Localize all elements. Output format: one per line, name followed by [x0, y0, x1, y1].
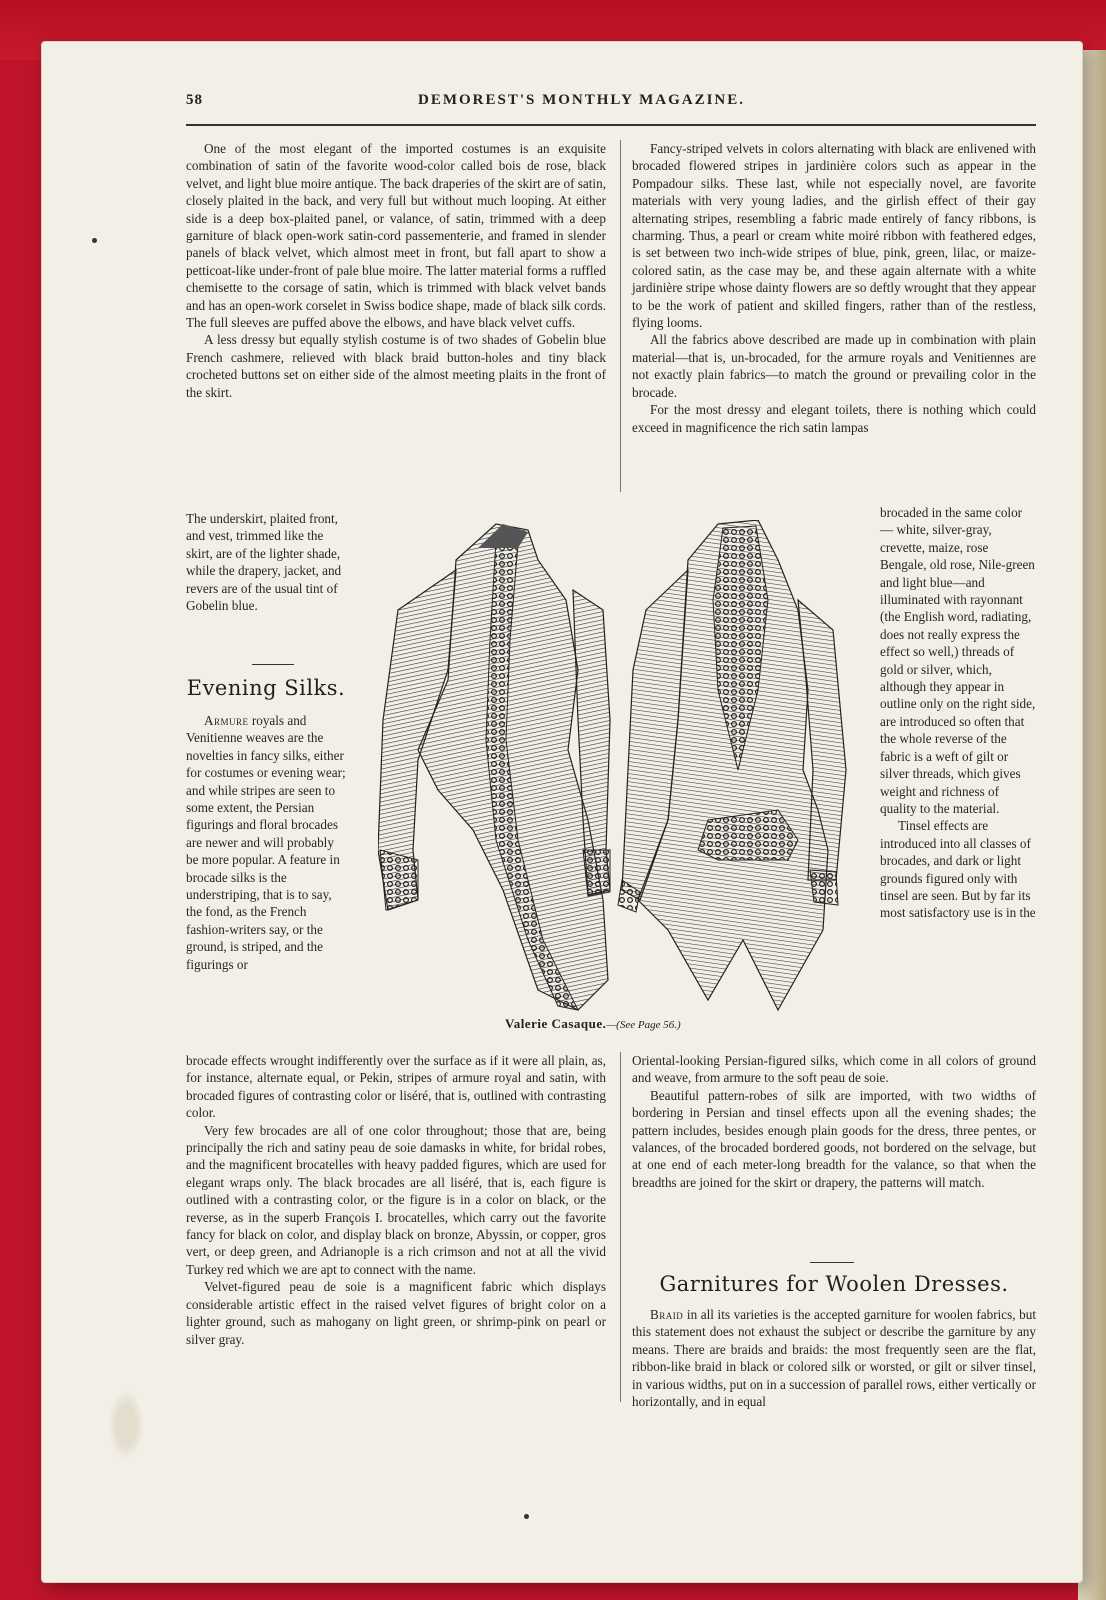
paragraph: Velvet-figured peau de soie is a magnificent fabric which displays considerable artistic effect in the raised velvet figures of bright color on a lighter ground, such as mahogany on light green, or shrimp-pink on pearl or silver gray. — [186, 1279, 606, 1347]
paragraph: All the fabrics above described are made up in combination with plain material—that is, un-brocaded, for the armure royals and Venitiennes are not exactly plain fabrics—to match the ground or prevailing color in the brocade. — [632, 332, 1036, 400]
paragraph: Tinsel effects are introduced into all classes of brocades, and dark or light grounds figured only with tinsel are seen. But by far its most satisfactory use is in the — [880, 818, 1036, 921]
jacket-back — [618, 520, 846, 1010]
caption-title: Valerie Casaque. — [505, 1016, 607, 1031]
paragraph: For the most dressy and elegant toilets, there is nothing which could exceed in magnificence the rich satin lampas — [632, 402, 1036, 435]
col1-bottom-text — [186, 1052, 606, 1348]
page-header — [186, 92, 1036, 122]
garnitures-text — [632, 1306, 1036, 1410]
section-title-garnitures: Garnitures for Woolen Dresses. — [659, 1272, 1009, 1296]
paragraph: royals and Venitienne weaves are the novelties in fancy silks, either for costumes or evening wear; and while stripes are seen to some extent, the Persian figurings and floral brocades are newer and will probably be more popular. A feature in brocade silks is the understriping, that is to say, the fond, as the French fashion-writers say, or the ground, is striped, and the figurings or — [186, 713, 346, 972]
paragraph: brocaded in the same color — white, silver-gray, crevette, maize, rose Bengale, old rose, Nile-green and light blue—and illuminated with rayonnant (the English word, radiating, does not really express the effect so well,) threads of gold or silver, which, although they appear in outline only on the right side, are introduced so often that the whole reverse of the fabric is a weft of gilt or silver threads, which gives weight and richness of quality to the material. — [880, 505, 1036, 816]
paragraph: in all its varieties is the accepted garniture for woolen fabrics, but this statement does not exhaust the subject or describe the garniture by any means. There are braids and braids: the most frequently seen are the flat, ribbon-like braid in black or colored silk or worsted, or gilt or silver tinsel, in various widths, put on in a succession of parallel rows, either vertically or horizontally, and in equal — [632, 1307, 1036, 1410]
section-title-evening-silks: Evening Silks. — [186, 676, 346, 700]
col2-bottom-text — [632, 1052, 1036, 1191]
paragraph: One of the most elegant of the imported costumes is an exquisite combination of satin of the favorite wood-color called bois de rose, black velvet, and light blue moire antique. The back draperies of the skirt are of satin, closely plaited in the back, and very full but without much looping. At either side is a deep box-plaited panel, or valance, of satin, trimmed with a deep garniture of black open-work satin-cord passementerie, and framed in slender panels of black velvet, which almost meet in front, but fall apart to show a petticoat-like under-front of pale blue moire. The latter material forms a ruffled chemisette to the corsage of satin, which is trimmed with black velvet bands and has an open-work corselet in Swiss bodice shape, made of black silk cords. The full sleeves are puffed above the elbows, and have black velvet cuffs. — [186, 141, 606, 331]
magazine-title: DEMOREST'S MONTHLY MAGAZINE. — [418, 92, 746, 108]
paragraph: Oriental-looking Persian-figured silks, which come in all colors of ground and weave, from armure to the soft peau de soie. — [632, 1053, 1036, 1086]
section-rule — [252, 664, 294, 665]
jacket-front — [378, 524, 610, 1010]
section-rule — [810, 1262, 854, 1263]
paragraph: Fancy-striped velvets in colors alternating with black are enlivened with brocaded flowered stripes in jardinière colors such as appear in the Pompadour silks. These last, while not especially novel, are favorite materials with very young ladies, and the girlish effect of their gay alternating stripes, resembling a fabric made entirely of fancy ribbons, is charming. Thus, a pearl or cream white moiré ribbon with feathered edges, is set between two inch-wide stripes of blue, pink, green, lilac, or maize-colored satin, as the case may be, and these again alternate with a white jardinière stripe whose dainty flowers are so deftly wrought that they appear to be the work of patient and skilled fingers, rather than of the restless, flying looms. — [632, 141, 1036, 331]
column-divider-bottom — [620, 1052, 621, 1402]
figure-caption — [505, 1016, 681, 1032]
header-rule — [186, 124, 1036, 126]
next-page-edge — [1078, 50, 1106, 1600]
ink-speck — [92, 238, 97, 243]
column-divider-top — [620, 140, 621, 492]
page-number: 58 — [186, 92, 203, 108]
lead-word: Braid — [650, 1307, 684, 1322]
paragraph: The underskirt, plaited front, and vest, trimmed like the skirt, are of the lighter shade, while the drapery, jacket, and revers are of the usual tint of Gobelin blue. — [186, 511, 342, 614]
col2-narrow-text — [880, 504, 1036, 922]
evening-silks-text — [186, 712, 348, 973]
paragraph: A less dressy but equally stylish costume is of two shades of Gobelin blue French cashmere, relieved with black braid button-holes and tiny black crocheted buttons set on either side of the almost meeting plaits in the front of the skirt. — [186, 332, 606, 400]
col2-top-text — [632, 140, 1036, 436]
ink-speck — [524, 1514, 529, 1519]
paragraph: brocade effects wrought indifferently over the surface as if it were all plain, as, for instance, alternate equal, or Pekin, stripes of armure royal and satin, with brocaded figures of contrasting color or liséré, that is, outlined with contrasting color. — [186, 1053, 606, 1121]
col1-top-text — [186, 140, 606, 401]
caption-reference: —(See Page 56.) — [606, 1019, 681, 1031]
paragraph: Beautiful pattern-robes of silk are imported, with two widths of bordering in Persian and tinsel effects upon all the evening shades; the pattern includes, besides enough plain goods for the dress, three pentes, or valances, of the brocaded bordered goods, not bordered on the selvage, but at one end of each meter-long breadth for the valance, so that when the breadths are joined for the skirt or drapery, the patterns will match. — [632, 1087, 1036, 1190]
col1-narrow-text — [186, 510, 348, 614]
paragraph: Very few brocades are all of one color throughout; those that are, being principally the rich and satiny peau de soie damasks in white, for bridal robes, and the magnificent brocatelles with heavy padded figures, which are used for elegant wraps only. The black brocades are all liséré, that is, each figure is outlined with a contrasting color, or the figure is in a color on black, or the reverse, as in the superb François I. brocatelles, which carry out the favorite fancy for black on color, and display black on bronze, Abyssin, or copper, gros vert, or deep green, and Adrianople is a rich crimson and not at all the vivid Turkey red which we are apt to connect with the name. — [186, 1122, 606, 1277]
valerie-casaque-illustration — [378, 520, 868, 1040]
lead-word: Armure — [204, 713, 249, 728]
paper-wear-mark — [108, 1390, 144, 1460]
